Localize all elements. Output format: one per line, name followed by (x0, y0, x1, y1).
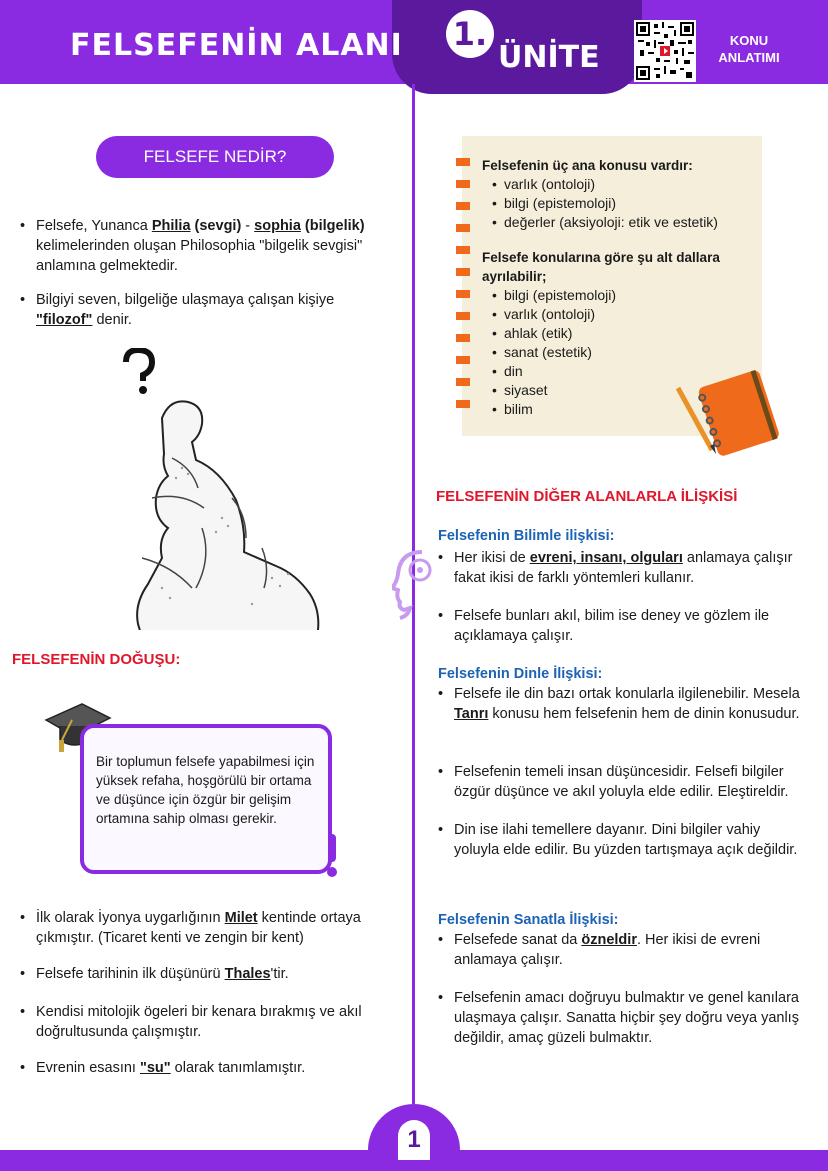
unit-label: ÜNİTE (498, 40, 600, 75)
page-number: 1 (398, 1120, 430, 1160)
felsefenin-dogusu-title: FELSEFENİN DOĞUŞU: (12, 651, 181, 668)
note-title-1: Felsefenin üç ana konusu vardır: (482, 158, 693, 173)
list-item: • varlık (ontoloji) (504, 305, 752, 324)
konu-anlatimi-label: KONU ANLATIMI (718, 33, 780, 65)
list-item: • sanat (estetik) (504, 343, 752, 362)
list-item: • Felsefe tarihinin ilk düşünürü Thales'tir. (36, 964, 386, 984)
list-item: • bilim (504, 400, 752, 419)
notebook-pencil-icon (672, 366, 782, 456)
diger-alanlar-title: FELSEFENİN DİĞER ALANLARLA İLİŞKİSİ (436, 488, 738, 505)
list-item: • Felsefe bunları akıl, bilim ise deney ve gözlem ile açıklamaya çalışır. (454, 606, 804, 646)
exclamation-icon (326, 834, 338, 878)
list-item: • Evrenin esasını "su" olarak tanımlamıştır. (36, 1058, 386, 1078)
sanat-title: Felsefenin Sanatla İlişkisi: (438, 912, 619, 928)
list-item: • Felsefe, Yunanca Philia (sevgi) - sophia (bilgelik) kelimelerinden oluşan Philosophia "bilgelik sevgisi" anlamına gelmektedir. (36, 216, 386, 276)
list-item: • Kendisi mitolojik ögeleri bir kenara bırakmış ve akıl doğrultusunda çalışmıştır. (36, 1002, 386, 1042)
note-title-2: Felsefe konularına göre şu alt dallara ayrılabilir; (482, 250, 720, 284)
list-item: • İlk olarak İyonya uygarlığının Milet kentinde ortaya çıkmıştır. (Ticaret kenti ve zengin bir kent) (36, 908, 386, 948)
thinker-statue-image (112, 348, 332, 630)
bilim-title: Felsefenin Bilimle ilişkisi: (438, 528, 615, 544)
list-item: • Bilgiyi seven, bilgeliğe ulaşmaya çalışan kişiye "filozof" denir. (36, 290, 386, 330)
list-item: • Felsefe ile din bazı ortak konularla ilgilenebilir. Mesela Tanrı konusu hem felsefenin hem de dinin konusudur. (454, 684, 804, 724)
list-item: • bilgi (epistemoloji) (504, 194, 752, 213)
list-item: • Felsefede sanat da özneldir. Her ikisi de evreni anlamaya çalışır. (454, 930, 804, 970)
head-brain-icon (392, 548, 438, 620)
list-item: • Felsefenin temeli insan düşüncesidir. Felsefi bilgiler özgür düşünce ve akıl yoluyla elde edilir. Eleştireldir. (454, 762, 804, 802)
list-item: • ahlak (etik) (504, 324, 752, 343)
list-item: • Felsefenin amacı doğruyu bulmaktır ve genel kanılara ulaşmaya çalışır. Sanatta hiçbir şey doğru veya yanlış değildir, amaç güzeli bulmaktır. (454, 988, 804, 1048)
notebook-tabs (456, 158, 472, 424)
unit-number: 1. (446, 10, 494, 58)
quote-text: Bir toplumun felsefe yapabilmesi için yüksek refaha, hoşgörülü bir ortama ve düşünce için özgür bir gelişim ortamına sahip olması gerekir. (96, 754, 315, 826)
felsefe-nedir-pill: FELSEFE NEDİR? (96, 136, 334, 178)
qr-code-icon[interactable] (634, 20, 696, 82)
list-item: • siyaset (504, 381, 752, 400)
list-item: • Din ise ilahi temellere dayanır. Dini bilgiler vahiy yoluyla elde edilir. Bu yüzden tartışmaya açık değildir. (454, 820, 804, 860)
list-item: • varlık (ontoloji) (504, 175, 752, 194)
note-list-1 (482, 175, 752, 232)
list-item: • Her ikisi de evreni, insanı, olguları anlamaya çalışır fakat ikisi de farklı yöntemleri kullanır. (454, 548, 804, 588)
list-item: • din (504, 362, 752, 381)
list-item: • bilgi (epistemoloji) (504, 286, 752, 305)
list-item: • değerler (aksiyoloji: etik ve estetik) (504, 213, 752, 232)
din-title: Felsefenin Dinle İlişkisi: (438, 666, 603, 682)
page-title: FELSEFENİN ALANI (70, 28, 403, 63)
